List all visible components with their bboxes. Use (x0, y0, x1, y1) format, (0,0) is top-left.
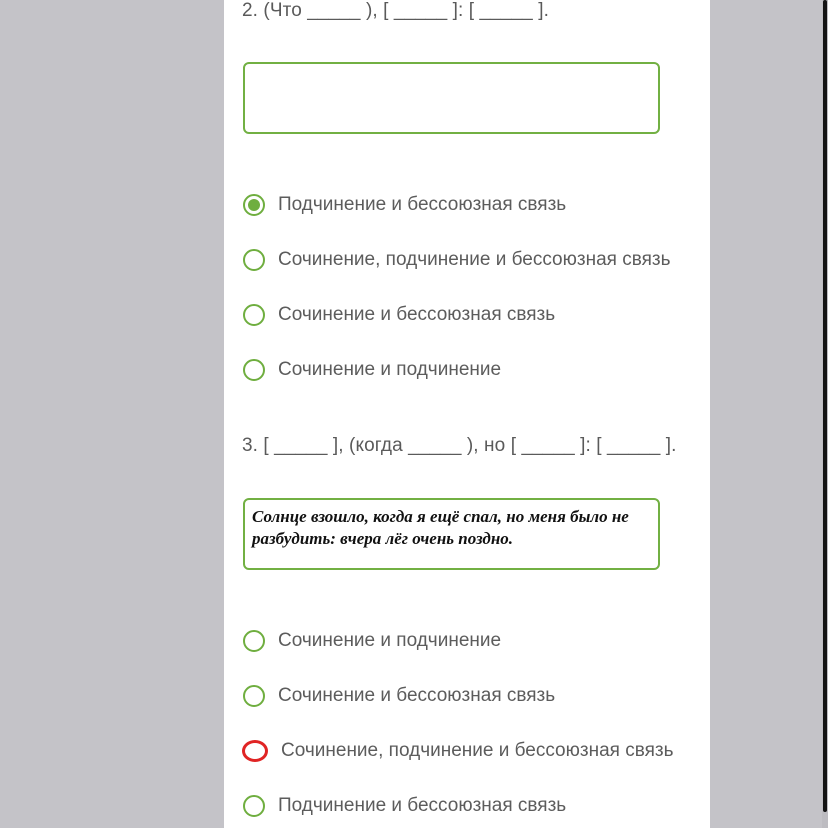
question-3-option-1[interactable] (243, 628, 501, 654)
radio-unselected-icon[interactable] (243, 304, 265, 326)
radio-unselected-icon[interactable] (243, 630, 265, 652)
option-label: Сочинение и бессоюзная связь (278, 685, 556, 706)
option-label: Сочинение и подчинение (278, 630, 502, 651)
question-3-option-2[interactable] (243, 683, 555, 709)
option-label: Подчинение и бессоюзная связь (278, 194, 567, 215)
radio-unselected-icon[interactable] (243, 685, 265, 707)
option-label: Сочинение и подчинение (278, 359, 502, 380)
option-label: Сочинение, подчинение и бессоюзная связь (278, 249, 671, 270)
radio-red-circled-icon[interactable] (242, 740, 268, 762)
radio-unselected-icon[interactable] (243, 795, 265, 817)
radio-selected-icon[interactable] (243, 194, 265, 216)
question-2-option-3[interactable] (243, 302, 555, 328)
question-2-scheme: 2. (Что _____ ), [ _____ ]: [ _____ ]. (242, 0, 549, 21)
question-3-scheme: 3. [ _____ ], (когда _____ ), но [ _____ ]: [ _____ ]. (242, 435, 677, 456)
question-3-answer-text: Солнце взошло, когда я ещё спал, но меня было не разбудить: вчера лёг очень поздно. (252, 507, 629, 548)
question-2-option-4[interactable] (243, 357, 501, 383)
question-3-answer-field[interactable] (243, 498, 660, 570)
question-2-option-1[interactable] (243, 192, 566, 218)
radio-unselected-icon[interactable] (243, 249, 265, 271)
radio-unselected-icon[interactable] (243, 359, 265, 381)
question-3-option-3[interactable] (243, 738, 674, 764)
question-3-option-4[interactable] (243, 793, 566, 819)
question-2-answer-field[interactable] (243, 62, 660, 134)
question-2-answer-text (245, 64, 658, 70)
option-label: Подчинение и бессоюзная связь (278, 795, 567, 816)
question-2-option-2[interactable] (243, 247, 671, 273)
option-label: Сочинение, подчинение и бессоюзная связь (281, 740, 674, 761)
option-label: Сочинение и бессоюзная связь (278, 304, 556, 325)
scrollbar-thumb[interactable] (823, 0, 827, 812)
